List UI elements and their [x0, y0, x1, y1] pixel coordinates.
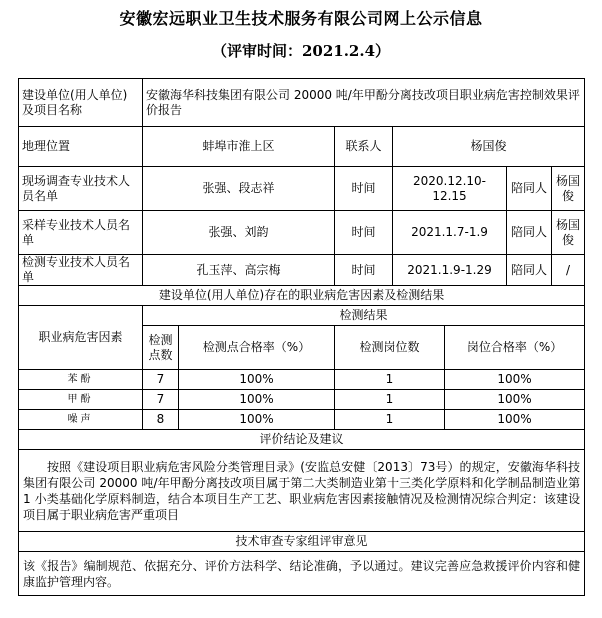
page-title: 安徽宏远职业卫生技术服务有限公司网上公示信息 [119, 9, 483, 28]
hazard-factor: 噪声 [19, 410, 143, 430]
hazard-factor: 苯酚 [19, 370, 143, 390]
hazard-points: 7 [143, 370, 179, 390]
conclusion-text: 按照《建设项目职业病危害风险分类管理目录》(安监总安健〔2013〕73号）的规定，安徽海华科技集团有限公司 20000 吨/年甲酚分离技改项目属于第二大类制造业第十三类化学原料和化学制品制造业第 1 小类基础化学原料制造，结合本项目生产工艺、职业病危害因素接触情况及检测情况综合判定：该建设项目属于职业病危害严重项目 [19, 450, 585, 532]
hazard-post-rate: 100% [445, 390, 585, 410]
review-title: 技术审查专家组评审意见 [19, 532, 585, 552]
table-row [19, 255, 585, 286]
survey-label: 现场调查专业技术人员名单 [19, 167, 143, 211]
hazard-point-rate: 100% [179, 390, 335, 410]
table-row [19, 127, 585, 167]
col-post-rate-header: 岗位合格率（%） [445, 326, 585, 370]
testing-staff: 孔玉萍、高宗梅 [143, 255, 335, 286]
hazard-posts: 1 [335, 390, 445, 410]
hazard-posts: 1 [335, 370, 445, 390]
review-text: 该《报告》编制规范、依据充分、评价方法科学、结论准确，予以通过。建议完善应急救援评价内容和健康监护管理内容。 [19, 552, 585, 596]
survey-staff: 张强、段志祥 [143, 167, 335, 211]
table-row [19, 450, 585, 532]
sampling-escort-label: 陪同人 [507, 211, 552, 255]
hazard-point-rate: 100% [179, 370, 335, 390]
hazard-points: 7 [143, 390, 179, 410]
table-row [19, 532, 585, 552]
testing-escort-label: 陪同人 [507, 255, 552, 286]
contact-label: 联系人 [335, 127, 393, 167]
col-point-rate-header: 检测点合格率（%） [179, 326, 335, 370]
factor-header: 职业病危害因素 [19, 306, 143, 370]
col-points-header: 检测点数 [143, 326, 179, 370]
hazard-points: 8 [143, 410, 179, 430]
disclosure-table [18, 78, 585, 596]
testing-escort: / [552, 255, 585, 286]
org-label: 建设单位(用人单位)及项目名称 [19, 79, 143, 127]
survey-time: 2020.12.10-12.15 [393, 167, 507, 211]
table-row [19, 390, 585, 410]
org-value: 安徽海华科技集团有限公司 20000 吨/年甲酚分离技改项目职业病危害控制效果评价报告 [143, 79, 585, 127]
conclusion-title: 评价结论及建议 [19, 430, 585, 450]
testing-time-label: 时间 [335, 255, 393, 286]
sampling-time-label: 时间 [335, 211, 393, 255]
table-row [19, 167, 585, 211]
hazard-point-rate: 100% [179, 410, 335, 430]
table-row [19, 211, 585, 255]
location-label: 地理位置 [19, 127, 143, 167]
col-posts-header: 检测岗位数 [335, 326, 445, 370]
table-row [19, 79, 585, 127]
table-row [19, 286, 585, 306]
testing-label: 检测专业技术人员名单 [19, 255, 143, 286]
survey-escort: 杨国俊 [552, 167, 585, 211]
table-row [19, 306, 585, 326]
contact-value: 杨国俊 [393, 127, 585, 167]
table-row [19, 552, 585, 596]
sampling-time: 2021.1.7-1.9 [393, 211, 507, 255]
hazard-post-rate: 100% [445, 410, 585, 430]
sampling-escort: 杨国俊 [552, 211, 585, 255]
location-value: 蚌埠市淮上区 [143, 127, 335, 167]
review-time: （评审时间：2021.2.4） [211, 42, 391, 60]
hazard-posts: 1 [335, 410, 445, 430]
hazard-post-rate: 100% [445, 370, 585, 390]
results-header: 检测结果 [143, 306, 585, 326]
table-row [19, 430, 585, 450]
sampling-staff: 张强、刘韵 [143, 211, 335, 255]
survey-escort-label: 陪同人 [507, 167, 552, 211]
table-row [19, 370, 585, 390]
hazards-section-title: 建设单位(用人单位)存在的职业病危害因素及检测结果 [19, 286, 585, 306]
table-row [19, 410, 585, 430]
sampling-label: 采样专业技术人员名单 [19, 211, 143, 255]
survey-time-label: 时间 [335, 167, 393, 211]
hazard-factor: 甲酚 [19, 390, 143, 410]
testing-time: 2021.1.9-1.29 [393, 255, 507, 286]
